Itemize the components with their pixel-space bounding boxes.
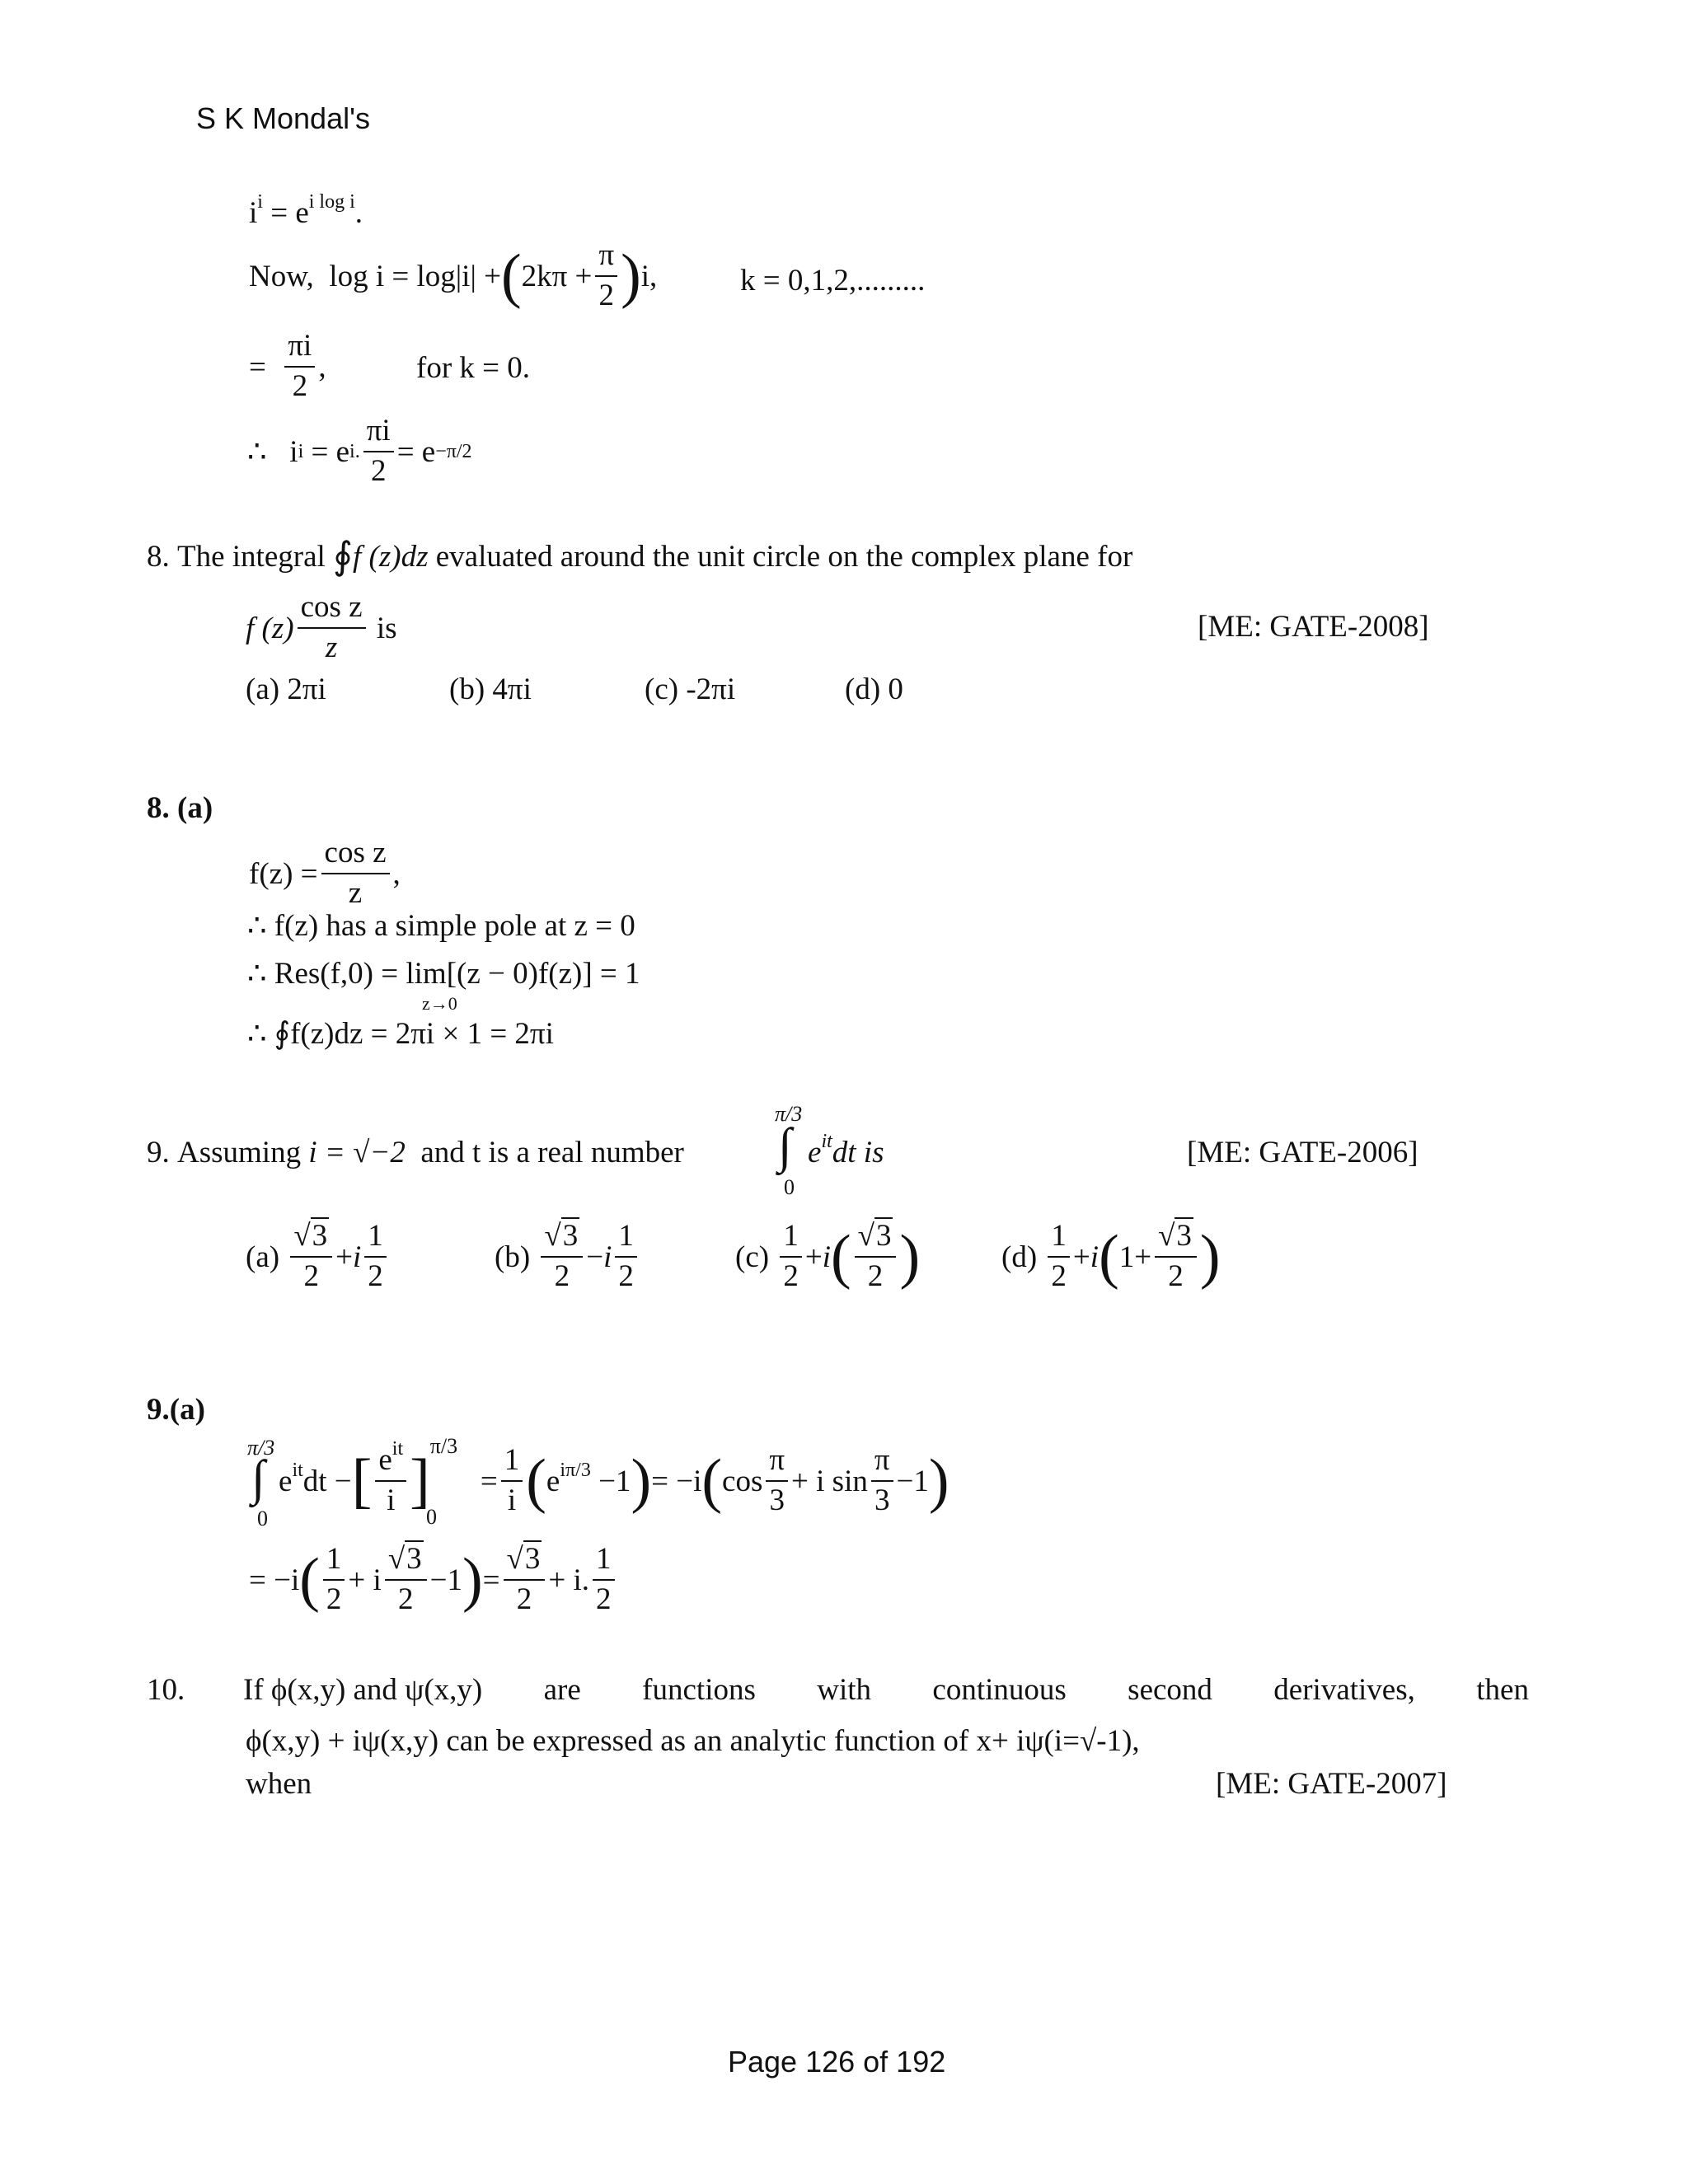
question-8-option-a: (a) 2πi — [246, 673, 326, 706]
page-header-author: S K Mondal's — [196, 101, 370, 135]
question-10-line-3: when — [246, 1767, 312, 1801]
question-9: 9. Assuming i = √−2 and t is a real number — [147, 1136, 684, 1169]
question-9-option-c: (c) $\frac{1}{2}$ +i ( $\frac{√3}{2}$ ) — [735, 1219, 921, 1293]
answer-8-limit-subscript: z→0 — [422, 993, 457, 1014]
question-8-option-b: (b) 4πi — [449, 673, 532, 706]
answer-9-upper-limit: π/3 — [247, 1436, 275, 1460]
answer-9-integral-icon: ∫ — [251, 1451, 265, 1505]
prev-solution-line-2: Now, log i = log|i| + ( 2kπ + $\frac{\pi}{2}$ ) i, — [249, 238, 658, 312]
question-10-line-2: ϕ(x,y) + iψ(x,y) can be expressed as an analytic function of x+ iψ(i=√-1), — [246, 1724, 1140, 1758]
page-footer-number: Page 126 of 192 — [728, 2045, 946, 2079]
question-9-option-a: (a) $\frac{√3}{2}$ +i $\frac{1}{2}$ — [246, 1212, 390, 1302]
contour-integral-icon: ∮ — [333, 535, 353, 577]
question-10-number: 10. — [147, 1673, 185, 1707]
integral-icon: ∫ — [778, 1118, 792, 1173]
question-8-source: [ME: GATE-2008] — [1198, 610, 1429, 644]
answer-9-label: 9.(a) — [147, 1393, 205, 1427]
question-8-function: f (z) $\frac{\text{cos z}}{z}$ is — [246, 590, 397, 664]
question-10-line-1: If ϕ(x,y) and ψ(x,y) are functions with continuous second derivatives, then — [243, 1673, 1529, 1707]
answer-8-line-4: ∴ ∮f(z)dz = 2πi × 1 = 2πi — [247, 1017, 554, 1051]
question-8: 8. The integral ∮ f (z)dz evaluated around the unit circle on the complex plane for — [147, 535, 1133, 577]
answer-9-lower-limit: 0 — [257, 1507, 268, 1530]
question-9-integrand: $e^{it}dt$ is — [808, 1131, 884, 1169]
answer-8-line-2: ∴ f(z) has a simple pole at z = 0 — [247, 909, 635, 943]
prev-solution-line-4: ∴ i i = e i. $\frac{\pi i}{2}$ = e −π/2 — [247, 414, 472, 488]
question-9-upper-limit: π/3 — [775, 1102, 803, 1126]
prev-solution-line-1: $i^i = e^{i log i}$. — [249, 191, 363, 230]
question-9-option-d: (d) $\frac{1}{2}$ +i ( 1+ $\frac{√3}{2}$ ) — [1001, 1219, 1221, 1293]
question-10-source: [ME: GATE-2007] — [1216, 1767, 1447, 1801]
answer-8-line-1: f(z) = $\frac{\text{cos z}}{z}$ , — [249, 836, 401, 910]
answer-9-line-2: = −i ( $\frac{1}{2}$ + i $\frac{√3}{2}$ −1 ) = $\frac{√3}{2}$ + i. $\frac{1}{2}$ — [249, 1535, 618, 1625]
question-9-source: [ME: GATE-2006] — [1187, 1136, 1418, 1169]
answer-8-label: 8. (a) — [147, 791, 213, 825]
question-9-lower-limit: 0 — [784, 1175, 795, 1199]
question-8-option-d: (d) 0 — [845, 673, 903, 706]
answer-8-line-3: ∴ Res(f,0) = lim[(z − 0)f(z)] = 1 — [247, 957, 640, 991]
question-9-option-b: (b) $\frac{√3}{2}$ −i $\frac{1}{2}$ — [495, 1212, 640, 1302]
question-8-option-c: (c) -2πi — [645, 673, 736, 706]
prev-solution-line-3: = $\frac{\pi i}{2}$ , — [249, 329, 326, 403]
answer-9-bracket-lower: 0 — [426, 1505, 437, 1529]
question-8-number: 8. — [147, 539, 170, 574]
prev-solution-k-values: k = 0,1,2,......... — [740, 264, 926, 298]
prev-solution-for-k: for k = 0. — [416, 351, 531, 385]
answer-9-line-1: $e^{it}dt$ − [ $\frac{e^{it}}{i}$ ] π/3 = $\frac{1}{i}$ ( $e^{i\pi/3} -1$ ) = −i ( cos $\frac{\pi}{3}$ + i sin $\frac{\pi}{3}$ −1 ) — [279, 1434, 950, 1517]
question-9-number: 9. — [147, 1136, 170, 1169]
